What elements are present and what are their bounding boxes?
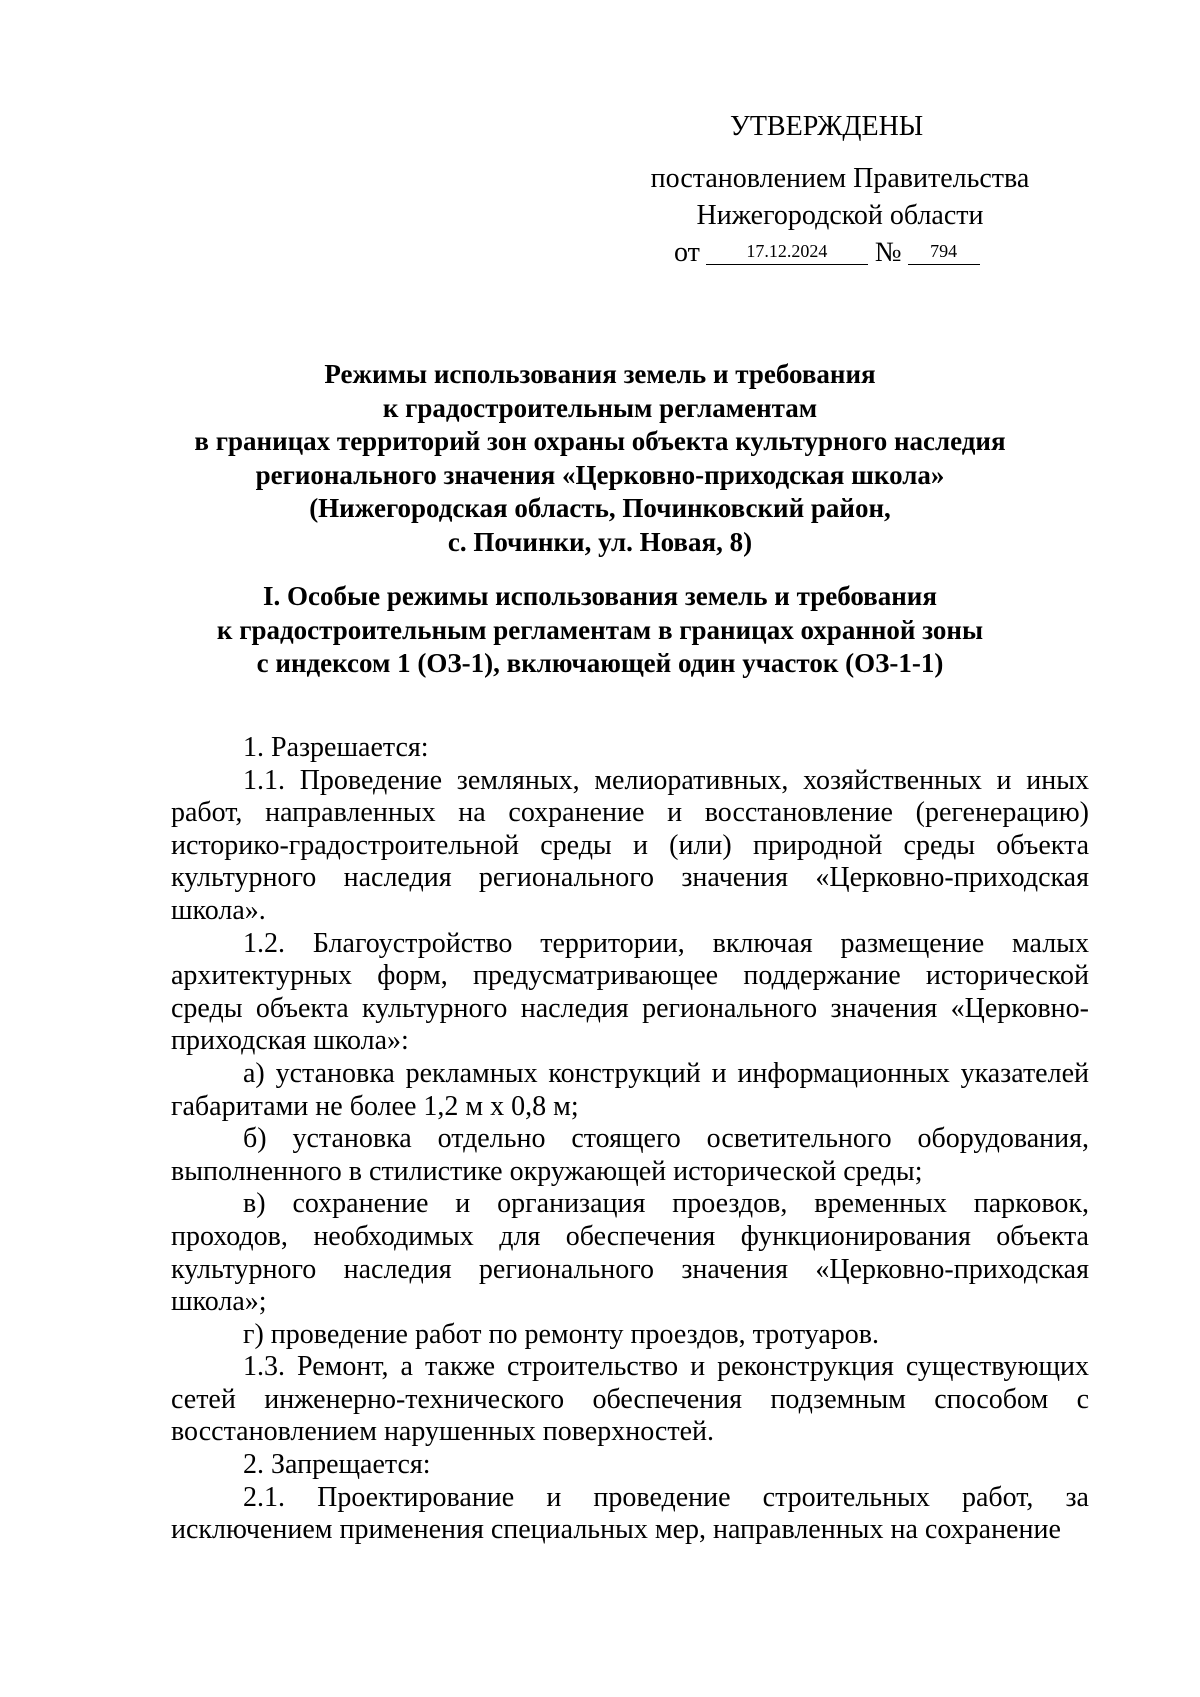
title-line: (Нижегородская область, Починковский район, bbox=[309, 493, 891, 523]
title-line: с. Починки, ул. Новая, 8) bbox=[447, 526, 753, 557]
approval-date-row bbox=[630, 234, 1050, 271]
title-line: регионального значения «Церковно-приходская школа» bbox=[255, 459, 945, 490]
title-line: в границах территорий зон охраны объекта культурного наследия bbox=[194, 426, 1006, 456]
paragraph: 1.1. Проведение земляных, мелиоративных, хозяйственных и иных работ, направленных на сохранение и восстановление (регенерацию) историко-градостроительной среды и (или) природной среды объекта культурного наследия регионального значения «Церковно-приходская школа». bbox=[171, 764, 1089, 926]
paragraph: в) сохранение и организация проездов, временных парковок, проходов, необходимых для обеспечения функционирования объекта культурного наследия регионального значения «Церковно-приходская школа»; bbox=[171, 1188, 1089, 1318]
approval-line-2: Нижегородской области bbox=[696, 200, 984, 231]
decree-date: 17.12.2024 bbox=[706, 238, 868, 265]
document-body bbox=[171, 732, 1089, 1547]
section-heading bbox=[150, 580, 1050, 681]
paragraph: 1. Разрешается: bbox=[243, 732, 429, 763]
from-label: от bbox=[674, 237, 700, 268]
approval-line-1: постановлением Правительства bbox=[650, 163, 1030, 194]
paragraph: 1.3. Ремонт, а также строительство и реконструкция существующих сетей инженерно-технического обеспечения подземным способом с восстановлением нарушенных поверхностей. bbox=[171, 1351, 1089, 1448]
paragraph: а) установка рекламных конструкций и информационных указателей габаритами не более 1,2 м х 0,8 м; bbox=[171, 1057, 1089, 1122]
document-title bbox=[150, 358, 1050, 559]
decree-number: 794 bbox=[908, 238, 980, 265]
title-line: Режимы использования земель и требования bbox=[324, 359, 876, 389]
section-heading-line: I. Особые режимы использования земель и требования bbox=[263, 581, 937, 611]
approved-label: УТВЕРЖДЕНЫ bbox=[730, 111, 924, 142]
title-line: к градостроительным регламентам bbox=[382, 392, 818, 423]
paragraph: 2. Запрещается: bbox=[243, 1449, 431, 1481]
number-label: № bbox=[874, 237, 902, 268]
section-heading-line: с индексом 1 (ОЗ-1), включающей один участок (ОЗ-1-1) bbox=[256, 648, 944, 678]
section-heading-line: к градостроительным регламентам в границах охранной зоны bbox=[216, 614, 984, 645]
approval-stamp bbox=[630, 108, 1050, 271]
paragraph: г) проведение работ по ремонту проездов, тротуаров. bbox=[243, 1318, 879, 1350]
paragraph: б) установка отдельно стоящего осветительного оборудования, выполненного в стилистике окружающей исторической среды; bbox=[171, 1123, 1089, 1187]
paragraph: 2.1. Проектирование и проведение строительных работ, за исключением применения специальных мер, направленных на сохранение bbox=[171, 1481, 1089, 1546]
paragraph: 1.2. Благоустройство территории, включая размещение малых архитектурных форм, предусматривающее поддержание исторической среды объекта культурного наследия регионального значения «Церковно-приходская школа»: bbox=[171, 927, 1089, 1057]
